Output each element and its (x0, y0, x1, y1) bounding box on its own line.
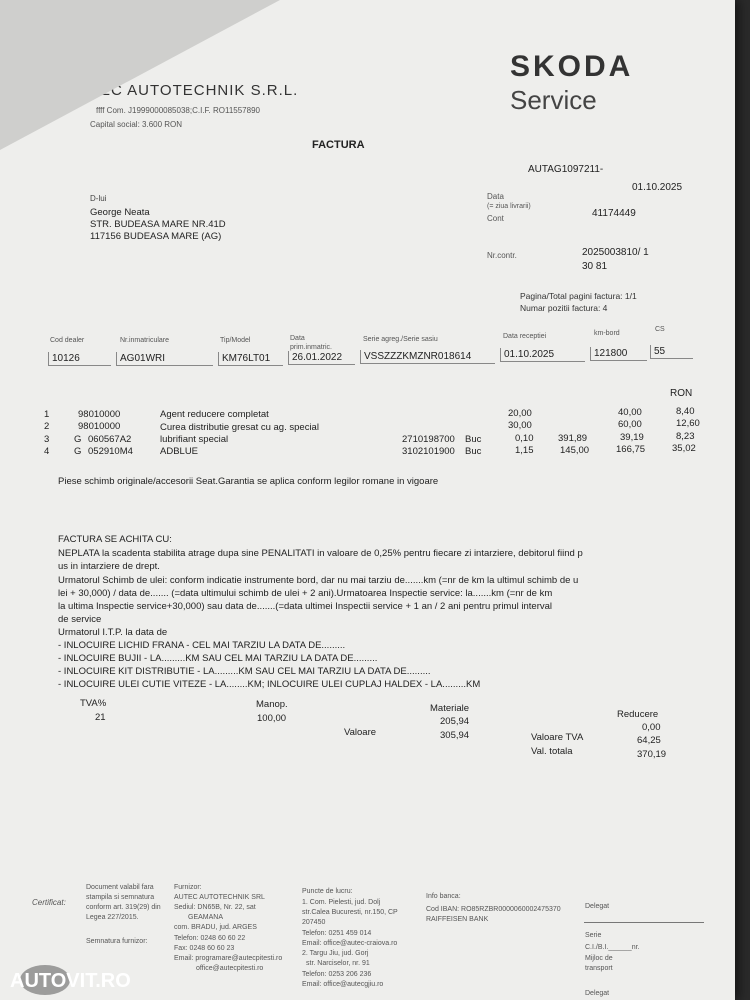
date-sublabel: (= ziua livrarii) (487, 203, 531, 210)
item-4-desc: ADBLUE (160, 446, 199, 457)
item-4-qty: 1,15 (515, 445, 534, 456)
worksite-8: str. Narciselor, nr. 91 (306, 960, 370, 967)
worksite-2: 1. Com. Pielesti, jud. Dolj (302, 899, 381, 906)
skoda-logo: SKODA (510, 50, 634, 83)
account-number: 41174449 (592, 208, 636, 219)
terms-line-2: NEPLATA la scadenta stabilita atrage dupa sine PENALITATI in valoare de 0,25% pentru fiecare zi intarziere, debitorul fiind p (58, 548, 583, 559)
parts-note: Piese schimb originale/accesorii Seat.Garantia se aplica conform legilor romane in vigoare (58, 476, 439, 487)
client-name: George Neata (90, 207, 150, 218)
vin-number: VSSZZZKMZNR018614 (360, 350, 495, 364)
invoice-number: AUTAG1097211- (528, 164, 604, 175)
doc-valid-3: conform art. 319(29) din (86, 904, 161, 911)
terms-line-1: FACTURA SE ACHITA CU: (58, 534, 172, 545)
item-4-tva: 35,02 (672, 443, 696, 454)
item-2-nr: 2 (44, 421, 50, 432)
vat-amount-label: Valoare TVA (531, 732, 584, 743)
worksite-6: Email: office@autec-craiova.ro (302, 940, 398, 947)
item-3-value: 39,19 (620, 432, 644, 443)
item-4-code: 052910M4 (88, 446, 133, 457)
odometer-km: 121800 (590, 347, 647, 361)
plate-number: AG01WRI (116, 352, 213, 366)
worksite-5: Telefon: 0251 459 014 (302, 930, 372, 937)
id-label: C.I./B.I.______nr. (585, 944, 640, 951)
label-dealer-code: Cod dealer (50, 337, 85, 344)
supplier-9: office@autecpitesti.ro (196, 965, 264, 972)
contract-number-2: 30 81 (582, 261, 608, 272)
item-3-tva: 8,23 (676, 431, 695, 442)
labor-label: Manop. (256, 699, 288, 710)
worksite-4: 207450 (302, 919, 326, 926)
item-1-code: 98010000 (78, 409, 121, 420)
doc-valid-4: Legea 227/2015. (86, 914, 139, 921)
positions-info: Numar pozitii factura: 4 (520, 303, 608, 313)
supplier-2: AUTEC AUTOTECHNIK SRL (174, 894, 265, 901)
bank-name: RAIFFEISEN BANK (426, 916, 489, 923)
item-2-desc: Curea distributie gresat cu ag. special (160, 422, 319, 433)
item-2-qty: 30,00 (508, 420, 532, 431)
item-3-desc: lubrifiant special (160, 434, 229, 445)
item-2-tva: 12,60 (676, 418, 700, 429)
discount-value: 0,00 (642, 722, 661, 733)
materials-value: 205,94 (440, 716, 470, 727)
terms-line-4: Urmatorul Schimb de ulei: conform indicatie instrumente bord, dar nu mai tarziu de.......km (=nr de km la ultimul schimb de u (58, 575, 579, 586)
invoice-title: FACTURA (312, 139, 365, 151)
item-3-qty: 0,10 (515, 433, 534, 444)
account-label: Cont (487, 214, 504, 223)
company-name: EC AUTOTECHNIK S.R.L. (100, 82, 299, 99)
terms-line-5: lei + 30,000) / data de....... (=data ultimului schimb de ulei + 2 ani).Urmatoarea Inspectie service: la.......km (=nr de km (58, 588, 553, 599)
terms-line-8: Urmatorul I.T.P. la data de (58, 627, 168, 638)
watermark-logo: AUTOVIT.RO (10, 970, 131, 992)
company-registration: ffff Com. J1999000085038;C.I.F. RO11557890 (96, 106, 260, 115)
amount-label: Valoare (344, 727, 377, 738)
supplier-8: Email: programare@autecpitesti.ro (174, 955, 283, 962)
series-label: Serie (585, 932, 602, 939)
service-logo: Service (510, 85, 597, 115)
total-label: Val. totala (531, 746, 573, 757)
vehicle-model: KM76LT01 (218, 352, 283, 366)
terms-line-10: - INLOCUIRE BUJII - LA.........KM SAU CEL MAI TARZIU LA DATA DE......... (58, 653, 378, 664)
supplier-7: Fax: 0248 60 60 23 (174, 945, 235, 952)
doc-valid-2: stampila si semnatura (86, 894, 155, 901)
item-1-nr: 1 (44, 409, 50, 420)
item-1-value: 40,00 (618, 407, 642, 418)
worksite-1: Puncte de lucru: (302, 888, 353, 895)
vat-amount-value: 64,25 (637, 735, 661, 746)
currency-label: RON (670, 388, 693, 399)
amount-value: 305,94 (440, 730, 470, 741)
item-3-nr: 3 (44, 434, 50, 445)
client-street: STR. BUDEASA MARE NR.41D (90, 219, 226, 230)
worksite-3: str.Calea Bucuresti, nr.150, CP (302, 909, 398, 916)
date-label: Data (487, 192, 504, 201)
certificate-label: Certificat: (32, 898, 66, 907)
supplier-1: Furnizor: (174, 884, 202, 891)
item-2-code: 98010000 (78, 421, 121, 432)
label-reception: Data receptiei (503, 333, 547, 340)
materials-label: Materiale (430, 703, 470, 714)
tva-percent-label: TVA% (80, 698, 107, 709)
label-cs: CS (655, 326, 665, 333)
supplier-signature-label: Semnatura furnizor: (86, 938, 148, 945)
item-4-value: 166,75 (616, 444, 646, 455)
worksite-10: Email: office@autecgjiu.ro (302, 981, 384, 988)
supplier-3: Sediul: DN65B, Nr. 22, sat (174, 904, 256, 911)
delegate-label-2: Delegat (585, 990, 610, 997)
delegate-label: Delegat (585, 903, 610, 910)
item-1-qty: 20,00 (508, 408, 532, 419)
label-reg-date-2: prim.inmatric. (290, 344, 333, 351)
reception-date: 01.10.2025 (500, 348, 585, 362)
company-capital: Capital social: 3.600 RON (90, 120, 183, 129)
label-vin: Serie agreg./Serie sasiu (363, 336, 438, 343)
first-registration-date: 26.01.2022 (288, 351, 355, 365)
terms-line-11: - INLOCUIRE KIT DISTRIBUTIE - LA.........KM SAU CEL MAI TARZIU LA DATA DE......... (58, 666, 431, 677)
invoice-date: 01.10.2025 (632, 182, 683, 193)
page-info: Pagina/Total pagini factura: 1/1 (520, 291, 637, 301)
paper-fold (0, 0, 280, 150)
item-3-price: 391,89 (558, 433, 588, 444)
item-3-code: 060567A2 (88, 434, 132, 445)
terms-line-7: de service (58, 614, 102, 625)
discount-label: Reducere (617, 709, 659, 720)
item-2-value: 60,00 (618, 419, 642, 430)
labor-value: 100,00 (257, 713, 287, 724)
cs-value: 55 (650, 345, 693, 359)
item-4-nr: 4 (44, 446, 50, 457)
supplier-6: Telefon: 0248 60 60 22 (174, 935, 246, 942)
label-plate: Nr.inmatriculare (120, 337, 170, 344)
item-4-ref: 3102101900 (402, 446, 455, 457)
terms-line-12: - INLOCUIRE ULEI CUTIE VITEZE - LA........KM; INLOCUIRE ULEI CUPLAJ HALDEX - LA.........KM (58, 679, 481, 690)
delegate-line (584, 922, 704, 923)
label-model: Tip/Model (220, 337, 251, 344)
terms-line-6: la ultima Inspectie service+30,000) sau data de.......(=data ultimei Inspectii service + 1 an / 2 ani pentru primul interval (58, 601, 552, 612)
dealer-code: 10126 (48, 352, 111, 366)
item-4-unit: Buc (465, 446, 482, 457)
item-4-price: 145,00 (560, 445, 590, 456)
worksite-7: 2. Targu Jiu, jud. Gorj (302, 950, 369, 957)
bank-label: Info banca: (426, 893, 461, 900)
terms-line-9: - INLOCUIRE LICHID FRANA - CEL MAI TARZIU LA DATA DE......... (58, 640, 346, 651)
doc-valid-1: Document valabil fara (86, 884, 154, 891)
transport-label-2: transport (585, 965, 613, 972)
total-value: 370,19 (637, 749, 667, 760)
bank-iban: Cod IBAN: RO85RZBR0000060002475370 (426, 906, 561, 913)
item-3-g: G (74, 434, 82, 445)
item-1-desc: Agent reducere completat (160, 409, 269, 420)
supplier-4: GEAMANA (188, 914, 224, 921)
item-4-g: G (74, 446, 82, 457)
supplier-5: com. BRADU, jud. ARGES (174, 924, 257, 931)
item-3-unit: Buc (465, 434, 482, 445)
tva-percent-value: 21 (95, 712, 106, 723)
client-salutation: D-lui (90, 194, 107, 203)
item-3-ref: 2710198700 (402, 434, 455, 445)
contract-number: 2025003810/ 1 (582, 247, 649, 258)
label-km: km-bord (594, 330, 620, 337)
worksite-9: Telefon: 0253 206 236 (302, 971, 372, 978)
client-city: 117156 BUDEASA MARE (AG) (90, 231, 222, 242)
terms-line-3: us in intarziere de drept. (58, 561, 160, 572)
transport-label-1: Mijloc de (585, 955, 613, 962)
label-reg-date: Data (290, 335, 305, 342)
contract-label: Nr.contr. (487, 251, 517, 260)
item-1-tva: 8,40 (676, 406, 695, 417)
